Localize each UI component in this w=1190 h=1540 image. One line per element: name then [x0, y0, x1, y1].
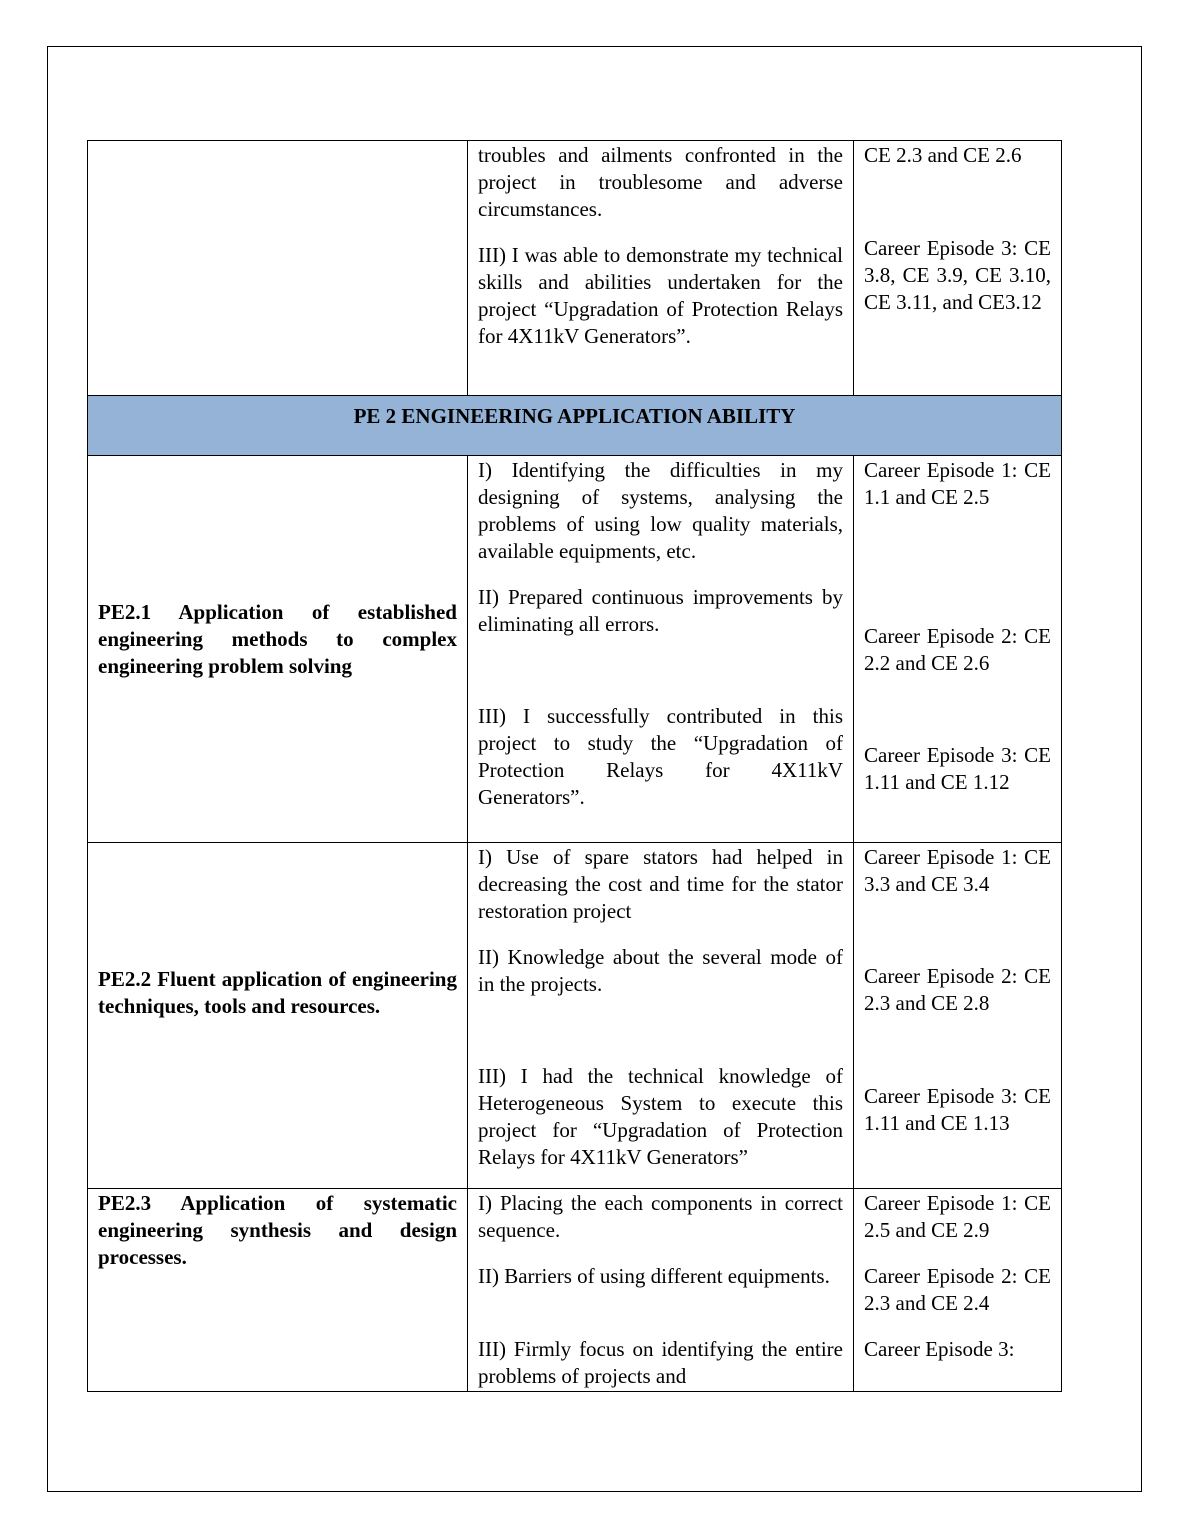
pe-label: PE2.3 Application of systematic engineering synthesis and design processes.: [98, 1191, 457, 1269]
pe-label-cell: [88, 1189, 468, 1392]
reference-paragraph: Career Episode 2: CE 2.3 and CE 2.8: [864, 964, 1051, 1015]
evidence-paragraph: troubles and ailments confronted in the project in troublesome and adverse circumstances.: [478, 143, 843, 221]
reference-paragraph: CE 2.3 and CE 2.6: [864, 143, 1022, 167]
reference-cell: [854, 141, 1062, 396]
evidence-cell: [468, 141, 854, 396]
reference-paragraph: Career Episode 1: CE 3.3 and CE 3.4: [864, 845, 1051, 896]
evidence-paragraph: II) Barriers of using different equipments.: [478, 1264, 830, 1288]
evidence-paragraph: III) I successfully contributed in this project to study the “Upgradation of Protection Relays for 4X11kV Generators”.: [478, 704, 843, 809]
pe-label-cell-empty: [88, 141, 468, 396]
competency-table: [87, 140, 1062, 1392]
evidence-cell: [468, 1189, 854, 1392]
pe-label: PE2.1 Application of established engineering methods to complex engineering problem solving: [98, 600, 457, 678]
evidence-cell: [468, 843, 854, 1189]
section-title: PE 2 ENGINEERING APPLICATION ABILITY: [88, 396, 1062, 456]
evidence-paragraph: I) Identifying the difficulties in my designing of systems, analysing the problems of using low quality materials, available equipments, etc.: [478, 458, 843, 563]
reference-cell: [854, 456, 1062, 843]
reference-paragraph: Career Episode 3: CE 3.8, CE 3.9, CE 3.10, CE 3.11, and CE3.12: [864, 236, 1051, 314]
pe-label-cell: [88, 456, 468, 843]
evidence-cell: [468, 456, 854, 843]
evidence-paragraph: III) Firmly focus on identifying the entire problems of projects and: [478, 1337, 843, 1388]
reference-paragraph: Career Episode 2: CE 2.2 and CE 2.6: [864, 624, 1051, 675]
section-header-row: [88, 396, 1062, 456]
evidence-paragraph: I) Placing the each components in correct sequence.: [478, 1191, 843, 1242]
reference-cell: [854, 1189, 1062, 1392]
table-row-pe2-2: [88, 843, 1062, 1189]
reference-paragraph: Career Episode 3: CE 1.11 and CE 1.12: [864, 743, 1051, 794]
evidence-paragraph: I) Use of spare stators had helped in decreasing the cost and time for the stator restoration project: [478, 845, 843, 923]
reference-cell: [854, 843, 1062, 1189]
table-row-pe2-1: [88, 456, 1062, 843]
table-row-continued: [88, 141, 1062, 396]
reference-paragraph: Career Episode 1: CE 2.5 and CE 2.9: [864, 1191, 1051, 1242]
reference-paragraph: Career Episode 3:: [864, 1337, 1015, 1361]
evidence-paragraph: II) Knowledge about the several mode of in the projects.: [478, 945, 843, 996]
reference-paragraph: Career Episode 1: CE 1.1 and CE 2.5: [864, 458, 1051, 509]
pe-label: PE2.2 Fluent application of engineering techniques, tools and resources.: [98, 967, 457, 1018]
evidence-paragraph: II) Prepared continuous improvements by eliminating all errors.: [478, 585, 843, 636]
pe-label-cell: [88, 843, 468, 1189]
evidence-paragraph: III) I had the technical knowledge of Heterogeneous System to execute this project for “Upgradation of Protection Relays for 4X11kV Generators”: [478, 1064, 843, 1169]
evidence-paragraph: III) I was able to demonstrate my technical skills and abilities undertaken for the project “Upgradation of Protection Relays for 4X11kV Generators”.: [478, 243, 843, 348]
table-row-pe2-3: [88, 1189, 1062, 1392]
reference-paragraph: Career Episode 2: CE 2.3 and CE 2.4: [864, 1264, 1051, 1315]
reference-paragraph: Career Episode 3: CE 1.11 and CE 1.13: [864, 1084, 1051, 1135]
